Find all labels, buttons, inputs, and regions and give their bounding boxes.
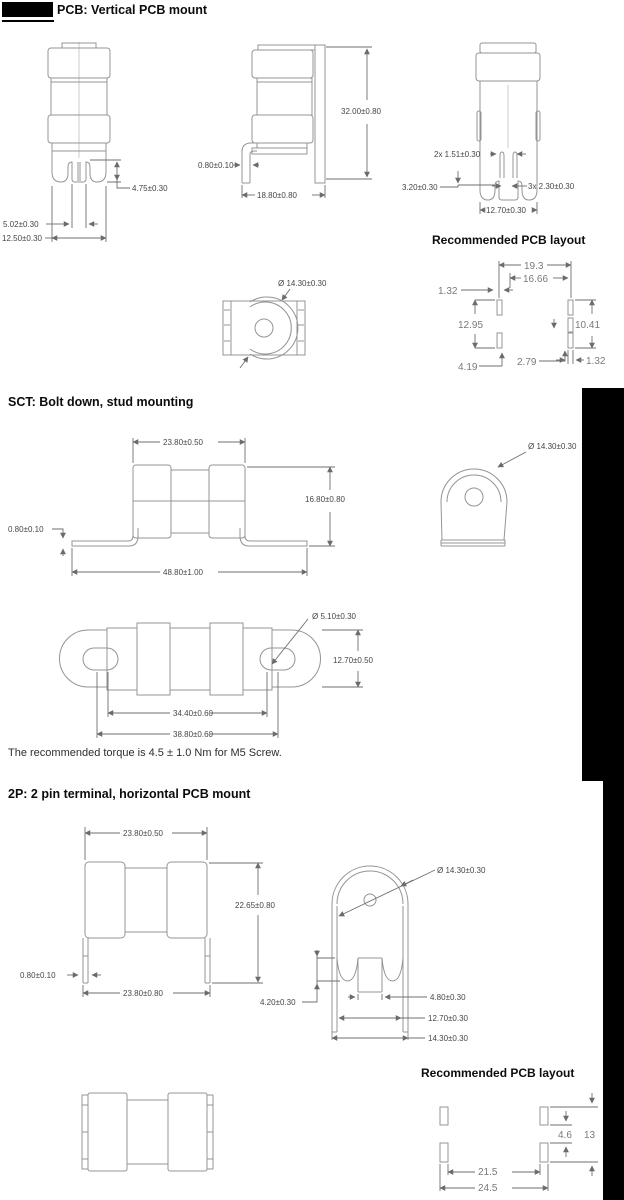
dim-pcb-rear-width: 12.70±0.30 — [486, 206, 526, 215]
dim-layout-left-height: 12.95 — [458, 320, 484, 331]
sct-side-view-drawing — [410, 428, 585, 578]
dim-pcb-side-depth: 18.80±0.80 — [257, 191, 297, 200]
section-title-sct: SCT: Bolt down, stud mounting — [8, 395, 194, 409]
dim-2p-lead-span: 23.80±0.80 — [123, 989, 163, 998]
dim-sct-side-diameter: Ø 14.30±0.30 — [528, 442, 577, 451]
pcb-side-view-drawing — [195, 40, 400, 235]
dim-pcb-front-base-width: 12.50±0.30 — [2, 234, 42, 243]
pcb-pad — [540, 1107, 548, 1125]
dim-layout-pad-width-top: 1.32 — [438, 286, 458, 297]
torque-note: The recommended torque is 4.5 ± 1.0 Nm for M5 Screw. — [8, 747, 282, 759]
sct-bottom-view-drawing — [30, 595, 425, 750]
sct-front-view-drawing — [0, 428, 395, 588]
dim-2p-height: 22.65±0.80 — [235, 901, 275, 910]
dim-pcb-rear-slot: 3x 2.30±0.30 — [528, 182, 575, 191]
dim-sct-bottom-width: 12.70±0.50 — [333, 656, 373, 665]
dim-2p-layout-outer: 24.5 — [478, 1183, 498, 1194]
dim-2p-inner-span: 12.70±0.30 — [428, 1014, 468, 1023]
pcb-pad — [568, 300, 573, 315]
dim-pcb-top-diameter: Ø 14.30±0.30 — [278, 279, 327, 288]
dim-layout-pad-width-bottom: 1.32 — [586, 356, 606, 367]
dim-2p-tab-width: 4.80±0.30 — [430, 993, 466, 1002]
dim-2p-side-diameter: Ø 14.30±0.30 — [437, 866, 486, 875]
dim-2p-lead-thickness: 0.80±0.10 — [20, 971, 56, 980]
section-title-2p: 2P: 2 pin terminal, horizontal PCB mount — [8, 787, 251, 801]
dim-sct-total-width: 48.80±1.00 — [163, 568, 203, 577]
2p-side-view-drawing — [255, 840, 600, 1055]
dim-pcb-rear-notch: 3.20±0.30 — [402, 183, 438, 192]
dim-sct-overall-spacing: 38.80±0.60 — [173, 730, 213, 739]
2p-top-view-drawing — [60, 1085, 275, 1197]
dim-layout-pitch-bottom: 2.79 — [517, 357, 537, 368]
dim-2p-layout-pad-gap: 4.6 — [558, 1130, 572, 1141]
pcb-front-view-drawing — [0, 40, 220, 243]
dim-sct-slot-diameter: Ø 5.10±0.30 — [312, 612, 356, 621]
dim-pcb-side-lead: 0.80±0.10 — [198, 161, 234, 170]
dim-2p-body-width: 23.80±0.50 — [123, 829, 163, 838]
pcb-pad — [568, 333, 573, 348]
pcb-pad — [497, 300, 502, 315]
pcb-rear-view-drawing — [400, 40, 624, 240]
2p-layout-drawing — [420, 1085, 620, 1200]
pcb-pad — [540, 1143, 548, 1162]
dim-2p-layout-inner: 21.5 — [478, 1167, 498, 1178]
pcb-layout-drawing — [425, 252, 620, 387]
pcb-pad — [497, 333, 502, 348]
pcb-top-view-drawing — [180, 253, 400, 385]
dim-layout-right-height: 10.41 — [575, 320, 601, 331]
dim-pcb-rear-slit: 2x 1.51±0.30 — [434, 150, 481, 159]
dim-layout-offset-bottom: 4.19 — [458, 362, 478, 373]
dim-pcb-front-slot-width: 5.02±0.30 — [3, 220, 39, 229]
dim-sct-height: 16.80±0.80 — [305, 495, 345, 504]
dim-layout-span-outer: 19.3 — [524, 261, 544, 272]
dim-2p-pin-length: 4.20±0.30 — [260, 998, 296, 1007]
section-title-pcb: PCB: Vertical PCB mount — [57, 3, 208, 17]
dim-sct-slot-spacing: 34.40±0.60 — [173, 709, 213, 718]
dim-pcb-side-height: 32.00±0.80 — [341, 107, 381, 116]
logo-underline — [2, 20, 54, 22]
logo-block — [2, 2, 53, 17]
pcb-pad — [440, 1143, 448, 1162]
2p-layout-title: Recommended PCB layout — [421, 1066, 575, 1080]
pcb-layout-title: Recommended PCB layout — [432, 233, 586, 247]
dim-2p-outer-span: 14.30±0.30 — [428, 1034, 468, 1043]
dim-layout-span-inner: 16.66 — [523, 274, 549, 285]
dim-sct-bracket-thickness: 0.80±0.10 — [8, 525, 44, 534]
dim-2p-layout-pad-span: 13 — [584, 1130, 596, 1141]
pcb-pad — [568, 318, 573, 332]
side-black-bar-upper — [582, 388, 624, 781]
pcb-pad — [440, 1107, 448, 1125]
dim-sct-body-width: 23.80±0.50 — [163, 438, 203, 447]
dim-pcb-front-prong-height: 4.75±0.30 — [132, 184, 168, 193]
